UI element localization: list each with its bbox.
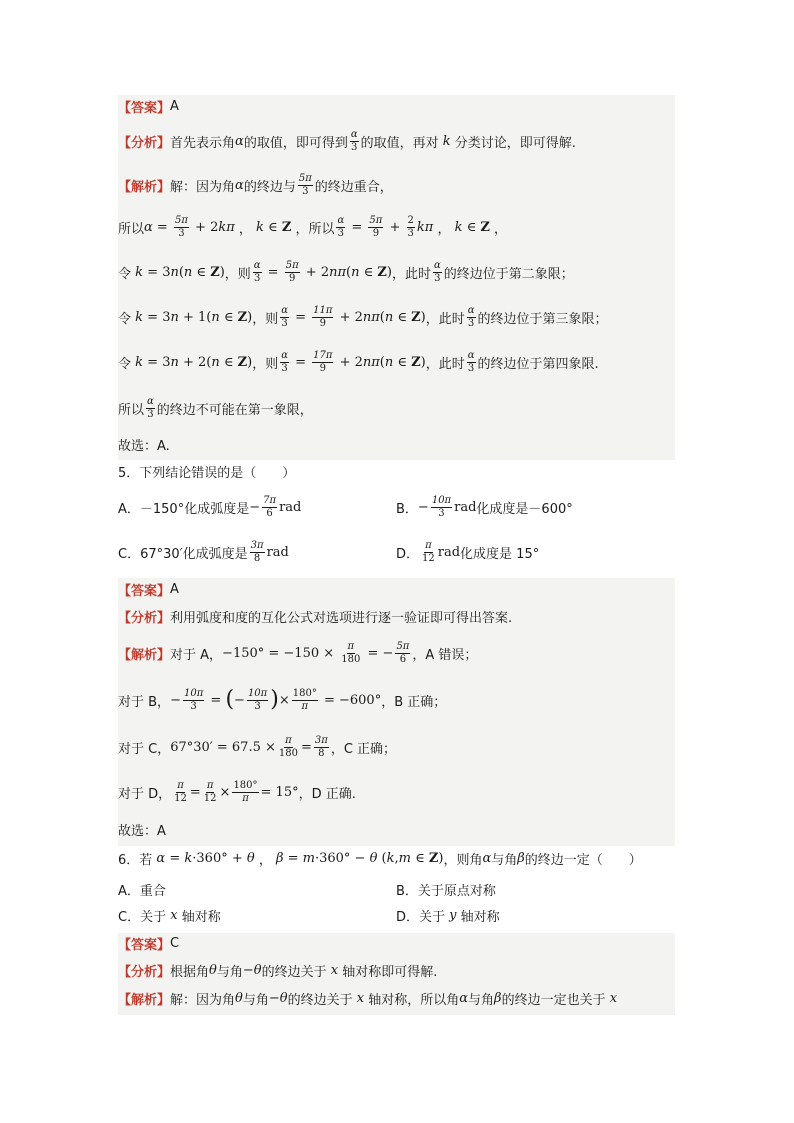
solution-text: 解：因为角	[170, 179, 236, 195]
q5-stem: 5．下列结论错误的是（ ）	[118, 465, 296, 481]
q6-answer-line	[118, 934, 179, 952]
solution-text: 令	[118, 356, 132, 372]
solution-text: 与角	[242, 992, 269, 1008]
q6-option-b: B．关于原点对称	[396, 883, 496, 899]
stem-text: ，则角	[443, 852, 483, 868]
solution-text: ，此时	[425, 311, 465, 327]
solution-text: 令	[118, 311, 132, 327]
q5-solution-line-2: 对于 B， − $\frac{10\pi}{3}$ = ( − $\frac{10\pi}{3}$ ) × $\frac{180^\circ}{\pi}$ = −600° ，B 正确；	[118, 687, 447, 712]
analysis-tag: 【分析】	[118, 964, 171, 980]
stem-text: 的终边一定（ ）	[524, 852, 642, 868]
unit-rad: rad	[266, 544, 289, 560]
solution-text: ，D 正确.	[298, 786, 356, 802]
answer-tag: 【答案】	[118, 583, 171, 599]
q4-solution-line-4: 令 k = 3 n + 1( n ∈ Z ) ，则 $\frac{\alpha}{3}$ = $\frac{11\pi}{9}$ + 2 nπ ( n ∈ Z ) ，此时 $\frac{\alpha}{3}$ 的终边位于第三象限；	[118, 304, 608, 329]
answer-tag: 【答案】	[118, 100, 171, 116]
solution-text: ，所以	[295, 221, 335, 237]
answer-value: C	[170, 935, 180, 951]
answer-value: A	[170, 581, 179, 597]
analysis-text: 根据角	[170, 964, 210, 980]
solution-text: ，则	[224, 266, 251, 282]
solution-text: ，B 正确；	[381, 694, 447, 710]
solution-text: 的终边一定也关于	[501, 992, 606, 1008]
solution-text: ，此时	[425, 356, 465, 372]
q5-analysis-line	[118, 607, 512, 625]
solution-text: ，A 错误；	[412, 647, 478, 663]
stem-text: 与角	[491, 852, 518, 868]
solution-text: 的终边位于第四象限.	[477, 356, 599, 372]
q6-stem: 6．若 α = k ·360° + θ ， β = m ·360° − θ ( k , m ∈ Z ) ，则角 α 与角 β 的终边一定（ ）	[118, 850, 642, 868]
q4-answer-line	[118, 97, 179, 115]
solution-text: 的终边与	[243, 179, 296, 195]
option-text: 化成度是 15°	[460, 546, 540, 562]
analysis-text: 的取值，即可得到	[243, 135, 348, 151]
solution-text: 所以	[118, 402, 145, 418]
solution-text: 的终边位于第三象限；	[477, 311, 608, 327]
analysis-tag: 【分析】	[118, 610, 171, 626]
solution-text: ，C 正确；	[330, 741, 397, 757]
option-text: C．关于	[118, 909, 167, 925]
solution-text: ，此时	[391, 266, 431, 282]
solution-text: 对于 D，	[118, 786, 172, 802]
q4-solution-line-3: 令 k = 3 n ( n ∈ Z ) ，则 $\frac{\alpha}{3}$ = $\frac{5\pi}{9}$ + 2 nπ ( n ∈ Z ) ，此时 $\frac{\alpha}{3}$ 的终边位于第二象限；	[118, 259, 574, 284]
q6-analysis-line: 【分析】 根据角 θ 与角 − θ 的终边关于 x 轴对称即可得解.	[118, 962, 438, 980]
analysis-text: 的取值，再对	[360, 135, 439, 151]
analysis-text: 首先表示角	[170, 135, 236, 151]
option-text: 轴对称	[460, 909, 500, 925]
solution-text: 所以	[118, 221, 145, 237]
solution-text: 的终边关于	[287, 992, 353, 1008]
analysis-text: 的终边关于	[261, 964, 327, 980]
q4-analysis-line: 【分析】 首先表示角 α 的取值，即可得到 $\frac{\alpha}{3}$ 的取值，再对 k 分类讨论，即可得解.	[118, 128, 576, 153]
solution-tag: 【解析】	[118, 647, 171, 663]
answer-tag: 【答案】	[118, 937, 171, 953]
q5-option-b: B． − $\frac{10\pi}{3}$ rad 化成度是－600°	[396, 494, 573, 519]
analysis-text: 与角	[216, 964, 243, 980]
solution-tag: 【解析】	[118, 179, 171, 195]
solution-text: ，则	[252, 311, 279, 327]
q6-option-c: C．关于 x 轴对称	[118, 907, 221, 925]
solution-text: 对于 C，	[118, 741, 171, 757]
solution-text: 令	[118, 266, 132, 282]
analysis-text: 利用弧度和度的互化公式对选项进行逐一验证即可得出答案.	[170, 610, 513, 626]
q5-option-d: D． $\frac{\pi}{12}$ rad 化成度是 15°	[396, 539, 540, 564]
solution-text: 轴对称，所以角	[368, 992, 460, 1008]
solution-text: 的终边重合，	[314, 179, 393, 195]
analysis-tag: 【分析】	[118, 135, 171, 151]
q5-solution-line-3: 对于 C， 67°30′ = 67.5 × $\frac{\pi}{180}$ = $\frac{3\pi}{8}$ ，C 正确；	[118, 734, 397, 759]
option-text: 轴对称	[181, 909, 221, 925]
unit-rad: rad	[454, 499, 477, 515]
unit-rad: rad	[279, 499, 302, 515]
option-text: A．－150°化成弧度是	[118, 501, 250, 517]
q4-solution-line-6: 所以 $\frac{\alpha}{3}$ 的终边不可能在第一象限，	[118, 395, 313, 420]
solution-text: 对于 B，	[118, 694, 171, 710]
option-text: C．67°30′化成弧度是	[118, 546, 248, 562]
option-text: B．	[396, 501, 418, 517]
q4-solution-line-5: 令 k = 3 n + 2( n ∈ Z ) ，则 $\frac{\alpha}{3}$ = $\frac{17\pi}{9}$ + 2 nπ ( n ∈ Z ) ，此时 $\frac{\alpha}{3}$ 的终边位于第四象限.	[118, 349, 599, 374]
q5-answer-line	[118, 580, 179, 598]
q5-solution-line-1: 【解析】 对于 A， −150° = −150 × $\frac{\pi}{180}$ = − $\frac{5\pi}{6}$ ，A 错误；	[118, 640, 478, 665]
q4-solution-line-1: 【解析】 解：因为角 α 的终边与 $\frac{5\pi}{3}$ 的终边重合，	[118, 172, 393, 197]
q5-solution-line-4: 对于 D， $\frac{\pi}{12}$ = $\frac{\pi}{12}$ × $\frac{180^\circ}{\pi}$ = 15° ，D 正确.	[118, 779, 356, 804]
answer-value: A	[170, 98, 179, 114]
q5-choose-line: 故选：A	[118, 823, 166, 839]
analysis-text: 轴对称即可得解.	[342, 964, 438, 980]
q5-option-c: C．67°30′化成弧度是 $\frac{3\pi}{8}$ rad	[118, 539, 289, 564]
option-text: D．关于	[396, 909, 446, 925]
option-text: D．	[396, 546, 420, 562]
solution-text: 的终边位于第二象限；	[443, 266, 574, 282]
solution-text: ，则	[252, 356, 279, 372]
stem-text: 6．若	[118, 852, 153, 868]
solution-text: 与角	[468, 992, 495, 1008]
option-text: 化成度是－600°	[476, 501, 573, 517]
q6-option-d: D．关于 y 轴对称	[396, 907, 500, 925]
q6-solution-line-1: 【解析】 解：因为角 θ 与角 − θ 的终边关于 x 轴对称，所以角 α 与角 β 的终边一定也关于 x	[118, 990, 618, 1008]
q6-option-a: A．重合	[118, 883, 166, 899]
solution-tag: 【解析】	[118, 992, 171, 1008]
q4-choose-line: 故选：A.	[118, 438, 170, 454]
q5-option-a: A．－150°化成弧度是 − $\frac{7\pi}{6}$ rad	[118, 494, 302, 519]
unit-rad: rad	[437, 544, 461, 560]
analysis-text: 分类讨论，即可得解.	[454, 135, 576, 151]
solution-text: 解：因为角	[170, 992, 236, 1008]
solution-text: 的终边不可能在第一象限，	[156, 402, 313, 418]
q4-solution-line-2: 所以 α = $\frac{5\pi}{3}$ + 2 kπ ， k ∈ Z ，所以 $\frac{\alpha}{3}$ = $\frac{5\pi}{9}$ + $\frac{2}{3}$ kπ ， k ∈ Z ，	[118, 214, 507, 239]
solution-text: 对于 A，	[170, 647, 223, 663]
